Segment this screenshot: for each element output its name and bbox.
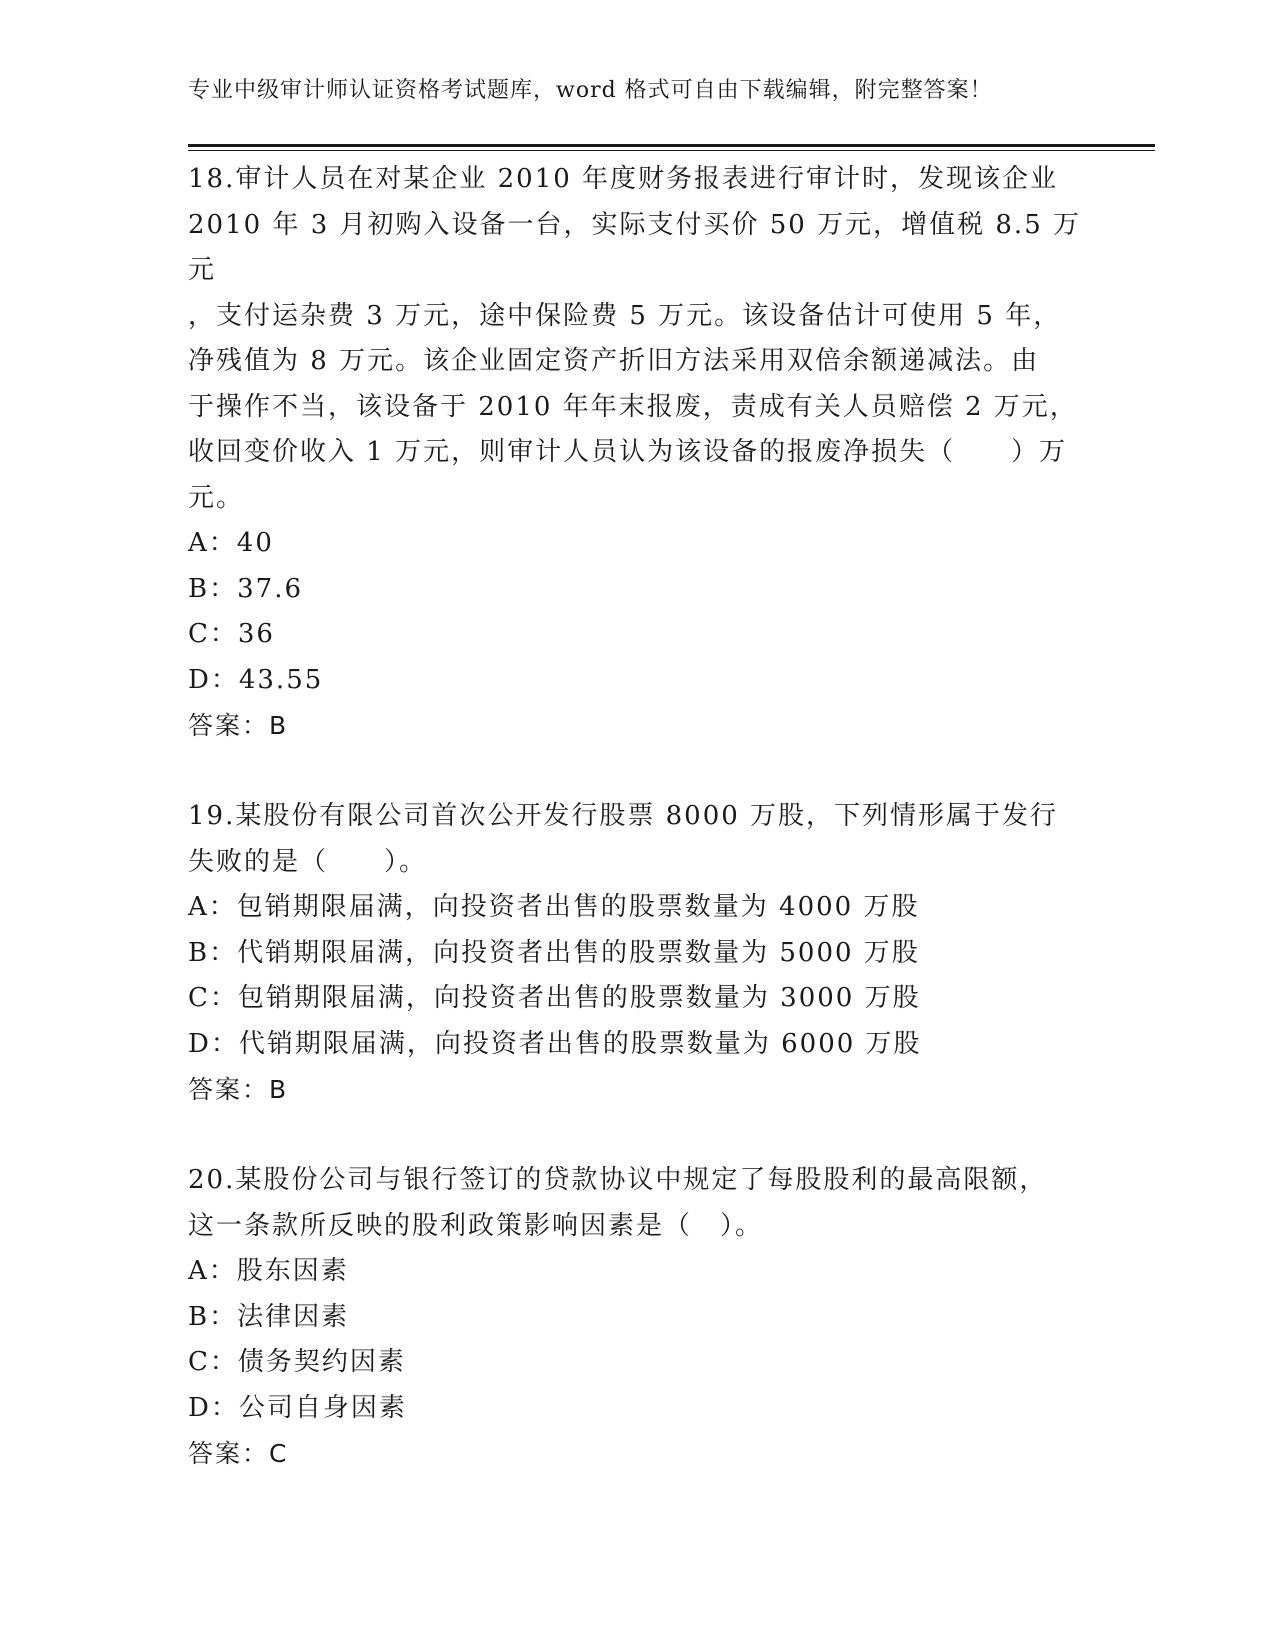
header-rule-thick [188,144,1155,147]
question-stem-line: 18.审计人员在对某企业 2010 年度财务报表进行审计时，发现该企业 [188,164,1059,194]
question-stem-line: 失败的是（ ）。 [188,846,428,877]
option-c: C：36 [188,619,275,649]
question-stem-line: 2010 年 3 月初购入设备一台，实际支付买价 50 万元，增值税 8.5 万元 [188,209,1081,285]
option-c: C：包销期限届满，向投资者出售的股票数量为 3000 万股 [188,983,921,1013]
question-20 [188,1158,1088,1477]
question-18 [188,157,1088,749]
question-stem-line: 收回变价收入 1 万元，则审计人员认为该设备的报废净损失（ ）万 [188,437,1068,467]
page-header: 专业中级审计师认证资格考试题库，word 格式可自由下载编辑，附完整答案！ [188,78,993,103]
question-stem-line: 20.某股份公司与银行签订的贷款协议中规定了每股股利的最高限额， [188,1165,1048,1195]
question-stem-line: 19.某股份有限公司首次公开发行股票 8000 万股，下列情形属于发行 [188,801,1059,831]
question-19 [188,794,1088,1113]
option-a: A：股东因素 [188,1256,349,1286]
question-list [188,157,1088,1477]
answer-line: 答案：B [188,1075,289,1104]
question-stem-line: 元。 [188,482,245,513]
question-stem-line: 于操作不当，该设备于 2010 年年末报废，责成有关人员赔偿 2 万元， [188,391,1078,422]
option-a: A：包销期限届满，向投资者出售的股票数量为 4000 万股 [188,892,920,922]
option-a: A：40 [188,528,274,558]
option-d: D：公司自身因素 [188,1392,407,1423]
option-d: D：代销期限届满，向投资者出售的股票数量为 6000 万股 [188,1028,922,1059]
question-stem-line: 这一条款所反映的股利政策影响因素是（ ）。 [188,1210,764,1241]
option-d: D：43.55 [188,664,324,695]
answer-line: 答案：C [188,1439,289,1468]
question-stem-line: ，支付运杂费 3 万元，途中保险费 5 万元。该设备估计可使用 5 年， [188,300,1062,331]
option-b: B：代销期限届满，向投资者出售的股票数量为 5000 万股 [188,937,920,968]
header-rule-thin [188,150,1155,151]
option-c: C：债务契约因素 [188,1347,406,1377]
answer-line: 答案：B [188,711,289,740]
option-b: B：法律因素 [188,1301,350,1332]
option-b: B：37.6 [188,573,303,604]
question-stem-line: 净残值为 8 万元。该企业固定资产折旧方法采用双倍余额递减法。由 [188,346,1040,376]
